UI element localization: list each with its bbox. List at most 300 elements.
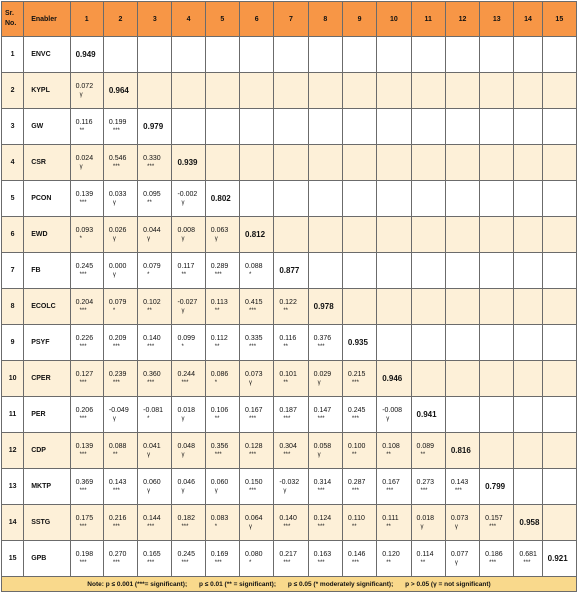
- row-sr-no: 11: [2, 397, 24, 433]
- correlation-cell: [172, 361, 205, 397]
- correlation-value: 0.140: [143, 335, 161, 342]
- diagonal-cell: [342, 325, 376, 361]
- empty-cell: [542, 37, 576, 73]
- correlation-value: 0.114: [416, 551, 434, 558]
- row-enabler-name: ECOLC: [24, 289, 70, 325]
- correlation-cell: [138, 397, 172, 433]
- correlation-value: 0.335: [245, 335, 263, 342]
- row-sr-no: 14: [2, 505, 24, 541]
- correlation-cell: [103, 253, 137, 289]
- significance-marker: γ: [386, 416, 390, 422]
- row-enabler-name: ENVC: [24, 37, 70, 73]
- correlation-cell: [103, 145, 137, 181]
- correlation-value: -0.032: [279, 479, 300, 486]
- empty-cell: [480, 181, 514, 217]
- header-col-10: 10: [377, 2, 411, 37]
- correlation-cell: [240, 433, 274, 469]
- correlation-cell: [172, 289, 205, 325]
- row-sr-no: 5: [2, 181, 24, 217]
- correlation-cell: [205, 361, 239, 397]
- significance-marker: ***: [79, 308, 87, 314]
- correlation-value: 0.157: [485, 515, 503, 522]
- correlation-value: 0.089: [416, 443, 435, 450]
- correlation-value: 0.044: [143, 227, 161, 234]
- significance-marker: ***: [79, 200, 87, 206]
- empty-cell: [240, 37, 274, 73]
- empty-cell: [542, 469, 576, 505]
- table-row: [2, 289, 577, 325]
- correlation-value: 0.304: [279, 443, 297, 450]
- significance-marker: ***: [317, 524, 325, 530]
- significance-marker: γ: [181, 200, 185, 206]
- correlation-value: 0.033: [108, 191, 127, 198]
- empty-cell: [445, 145, 479, 181]
- correlation-cell: [70, 397, 103, 433]
- diagonal-cell: [542, 541, 576, 577]
- significance-marker: ***: [147, 344, 155, 350]
- row-sr-no: 4: [2, 145, 24, 181]
- correlation-value: 0.163: [313, 551, 332, 558]
- empty-cell: [514, 289, 542, 325]
- empty-cell: [308, 37, 342, 73]
- correlation-value: 0.120: [382, 551, 400, 558]
- correlation-cell: [377, 505, 411, 541]
- significance-marker: γ: [317, 380, 321, 386]
- significance-marker: γ: [249, 524, 253, 530]
- table-row: [2, 145, 577, 181]
- row-enabler-name: CPER: [24, 361, 70, 397]
- empty-cell: [542, 505, 576, 541]
- diagonal-cell: [138, 109, 172, 145]
- table-row: [2, 541, 577, 577]
- row-sr-no: 7: [2, 253, 24, 289]
- correlation-cell: [308, 541, 342, 577]
- row-sr-no: 12: [2, 433, 24, 469]
- empty-cell: [480, 397, 514, 433]
- significance-marker: γ: [181, 452, 185, 458]
- correlation-value: 0.024: [75, 155, 94, 162]
- empty-cell: [542, 361, 576, 397]
- correlation-value: 0.058: [313, 443, 332, 450]
- significance-marker: ***: [283, 560, 291, 566]
- table-row: [2, 181, 577, 217]
- correlation-cell: [103, 433, 137, 469]
- correlation-cell: [103, 397, 137, 433]
- empty-cell: [542, 145, 576, 181]
- diagonal-value: 0.877: [279, 266, 300, 275]
- significance-marker: ***: [351, 416, 359, 422]
- correlation-cell: [308, 433, 342, 469]
- correlation-value: 0.117: [177, 263, 195, 270]
- correlation-value: 0.245: [75, 263, 94, 270]
- diagonal-value: 0.939: [177, 158, 198, 167]
- correlation-cell: [172, 505, 205, 541]
- header-col-2: 2: [103, 2, 137, 37]
- correlation-table: [1, 1, 577, 592]
- row-sr-no: 8: [2, 289, 24, 325]
- header-col-6: 6: [240, 2, 274, 37]
- correlation-cell: [70, 181, 103, 217]
- row-enabler-name: CDP: [24, 433, 70, 469]
- correlation-value: 0.139: [75, 191, 94, 198]
- significance-marker: ***: [79, 380, 87, 386]
- row-enabler-name: MKTP: [24, 469, 70, 505]
- correlation-cell: [377, 397, 411, 433]
- correlation-value: 0.113: [210, 299, 228, 306]
- empty-cell: [445, 397, 479, 433]
- correlation-value: 0.101: [279, 371, 297, 378]
- empty-cell: [274, 145, 308, 181]
- significance-marker: γ: [454, 524, 458, 530]
- row-enabler-name: GPB: [24, 541, 70, 577]
- empty-cell: [240, 145, 274, 181]
- header-col-8: 8: [308, 2, 342, 37]
- empty-cell: [377, 181, 411, 217]
- empty-cell: [205, 37, 239, 73]
- significance-marker: γ: [147, 236, 151, 242]
- correlation-cell: [138, 469, 172, 505]
- significance-marker: **: [214, 344, 220, 350]
- empty-cell: [480, 109, 514, 145]
- correlation-cell: [70, 109, 103, 145]
- diagonal-value: 0.964: [108, 86, 129, 95]
- significance-marker: γ: [181, 416, 185, 422]
- empty-cell: [514, 361, 542, 397]
- correlation-cell: [70, 325, 103, 361]
- row-sr-no: 1: [2, 37, 24, 73]
- diagonal-value: 0.812: [245, 230, 266, 239]
- diagonal-value: 0.935: [347, 338, 368, 347]
- empty-cell: [542, 181, 576, 217]
- correlation-value: 0.116: [75, 119, 93, 126]
- correlation-value: 0.083: [210, 515, 229, 522]
- header-sr-line2: No.: [5, 20, 17, 27]
- correlation-value: 0.106: [210, 407, 229, 414]
- correlation-value: 0.124: [313, 515, 332, 522]
- table-row: [2, 397, 577, 433]
- correlation-cell: [342, 433, 376, 469]
- significance-marker: ***: [249, 488, 257, 494]
- correlation-value: -0.008: [382, 407, 403, 414]
- empty-cell: [240, 181, 274, 217]
- correlation-cell: [70, 469, 103, 505]
- significance-marker: ***: [317, 560, 325, 566]
- significance-marker: ***: [386, 488, 394, 494]
- significance-marker: **: [79, 128, 85, 134]
- significance-marker: ***: [283, 524, 291, 530]
- diagonal-cell: [377, 361, 411, 397]
- significance-marker: ***: [454, 488, 462, 494]
- empty-cell: [205, 145, 239, 181]
- significance-marker: **: [420, 560, 426, 566]
- correlation-value: 0.140: [279, 515, 297, 522]
- empty-cell: [480, 289, 514, 325]
- significance-marker: **: [214, 308, 220, 314]
- correlation-cell: [445, 469, 479, 505]
- table-row: [2, 109, 577, 145]
- diagonal-cell: [480, 469, 514, 505]
- header-sr-no: [2, 2, 24, 37]
- correlation-cell: [205, 289, 239, 325]
- correlation-cell: [138, 217, 172, 253]
- correlation-value: 0.029: [313, 371, 332, 378]
- significance-marker: ***: [79, 560, 87, 566]
- correlation-cell: [172, 325, 205, 361]
- correlation-cell: [70, 73, 103, 109]
- correlation-value: 0.143: [450, 479, 469, 486]
- correlation-cell: [240, 541, 274, 577]
- significance-marker: ***: [79, 416, 87, 422]
- empty-cell: [342, 73, 376, 109]
- correlation-cell: [342, 469, 376, 505]
- empty-cell: [514, 73, 542, 109]
- table-row: [2, 37, 577, 73]
- diagonal-cell: [205, 181, 239, 217]
- correlation-cell: [103, 289, 137, 325]
- empty-cell: [514, 433, 542, 469]
- diagonal-cell: [70, 37, 103, 73]
- diagonal-cell: [274, 253, 308, 289]
- correlation-value: 0.080: [245, 551, 263, 558]
- significance-marker: ***: [317, 416, 325, 422]
- significance-marker: *: [79, 236, 82, 242]
- correlation-cell: [205, 541, 239, 577]
- empty-cell: [138, 37, 172, 73]
- correlation-value: 0.376: [313, 335, 332, 342]
- correlation-cell: [308, 397, 342, 433]
- correlation-cell: [308, 325, 342, 361]
- correlation-value: -0.049: [108, 407, 129, 414]
- significance-marker: γ: [112, 416, 116, 422]
- significance-marker: γ: [147, 452, 151, 458]
- correlation-value: 0.102: [143, 299, 161, 306]
- significance-marker: ***: [112, 380, 120, 386]
- correlation-value: 0.546: [108, 155, 127, 162]
- empty-cell: [308, 73, 342, 109]
- correlation-cell: [445, 541, 479, 577]
- correlation-value: 0.186: [485, 551, 503, 558]
- diagonal-cell: [411, 397, 445, 433]
- diagonal-value: 0.816: [450, 446, 471, 455]
- significance-marker: γ: [112, 272, 116, 278]
- significance-marker: ***: [420, 488, 428, 494]
- correlation-value: 0.099: [177, 335, 195, 342]
- diagonal-value: 0.949: [75, 50, 96, 59]
- correlation-cell: [70, 217, 103, 253]
- correlation-cell: [274, 361, 308, 397]
- significance-marker: ***: [249, 344, 257, 350]
- empty-cell: [342, 289, 376, 325]
- correlation-cell: [274, 433, 308, 469]
- row-sr-no: 13: [2, 469, 24, 505]
- significance-marker: ***: [249, 416, 257, 422]
- header-col-15: 15: [542, 2, 576, 37]
- significance-marker: ***: [79, 524, 87, 530]
- correlation-cell: [514, 541, 542, 577]
- correlation-value: 0.287: [347, 479, 366, 486]
- row-enabler-name: PSYF: [24, 325, 70, 361]
- correlation-cell: [172, 181, 205, 217]
- correlation-cell: [274, 289, 308, 325]
- correlation-value: -0.081: [143, 407, 164, 414]
- empty-cell: [308, 253, 342, 289]
- significance-marker: **: [283, 308, 288, 314]
- correlation-value: 0.128: [245, 443, 263, 450]
- significance-marker: **: [283, 344, 288, 350]
- correlation-cell: [70, 289, 103, 325]
- significance-marker: ***: [351, 560, 359, 566]
- correlation-value: 0.048: [177, 443, 195, 450]
- correlation-value: 0.167: [382, 479, 400, 486]
- table-row: [2, 325, 577, 361]
- significance-marker: ***: [112, 128, 120, 134]
- empty-cell: [274, 217, 308, 253]
- empty-cell: [411, 181, 445, 217]
- correlation-cell: [138, 181, 172, 217]
- correlation-value: 0.182: [177, 515, 195, 522]
- correlation-value: 0.079: [108, 299, 127, 306]
- correlation-cell: [274, 505, 308, 541]
- correlation-cell: [205, 469, 239, 505]
- row-sr-no: 9: [2, 325, 24, 361]
- correlation-cell: [138, 505, 172, 541]
- empty-cell: [138, 73, 172, 109]
- correlation-cell: [377, 469, 411, 505]
- correlation-cell: [342, 505, 376, 541]
- correlation-value: 0.026: [108, 227, 127, 234]
- significance-marker: γ: [214, 488, 218, 494]
- significance-marker: **: [181, 272, 187, 278]
- empty-cell: [480, 433, 514, 469]
- row-sr-no: 6: [2, 217, 24, 253]
- correlation-cell: [342, 541, 376, 577]
- significance-marker: γ: [283, 488, 287, 494]
- correlation-cell: [70, 541, 103, 577]
- correlation-value: 0.122: [279, 299, 297, 306]
- row-enabler-name: KYPL: [24, 73, 70, 109]
- correlation-value: 0.217: [279, 551, 297, 558]
- correlation-value: 0.206: [75, 407, 94, 414]
- correlation-cell: [103, 325, 137, 361]
- empty-cell: [377, 325, 411, 361]
- empty-cell: [377, 109, 411, 145]
- correlation-cell: [205, 433, 239, 469]
- empty-cell: [445, 361, 479, 397]
- diagonal-value: 0.799: [485, 482, 506, 491]
- correlation-value: 0.018: [416, 515, 435, 522]
- correlation-cell: [138, 145, 172, 181]
- significance-marker: γ: [181, 236, 185, 242]
- significance-marker: ***: [489, 560, 497, 566]
- note-row: [2, 577, 577, 592]
- correlation-value: 0.088: [245, 263, 263, 270]
- significance-marker: ***: [147, 560, 155, 566]
- row-enabler-name: EWD: [24, 217, 70, 253]
- correlation-cell: [172, 397, 205, 433]
- correlation-value: 0.198: [75, 551, 94, 558]
- correlation-cell: [342, 361, 376, 397]
- correlation-value: 0.146: [347, 551, 366, 558]
- correlation-cell: [445, 505, 479, 541]
- correlation-value: 0.187: [279, 407, 297, 414]
- diagonal-cell: [308, 289, 342, 325]
- diagonal-value: 0.979: [143, 122, 164, 131]
- empty-cell: [480, 325, 514, 361]
- significance-marker: ***: [317, 344, 325, 350]
- correlation-value: 0.215: [347, 371, 366, 378]
- header-col-9: 9: [342, 2, 376, 37]
- correlation-cell: [103, 469, 137, 505]
- significance-marker: *: [147, 416, 150, 422]
- correlation-value: 0.143: [108, 479, 127, 486]
- correlation-value: 0.175: [75, 515, 94, 522]
- header-col-13: 13: [480, 2, 514, 37]
- correlation-cell: [240, 397, 274, 433]
- empty-cell: [445, 181, 479, 217]
- empty-cell: [445, 37, 479, 73]
- correlation-value: 0.167: [245, 407, 263, 414]
- empty-cell: [377, 217, 411, 253]
- correlation-value: 0.356: [210, 443, 229, 450]
- correlation-value: 0.064: [245, 515, 263, 522]
- table-body: [2, 37, 577, 577]
- significance-marker: **: [112, 452, 118, 458]
- correlation-value: 0.095: [143, 191, 161, 198]
- correlation-cell: [138, 325, 172, 361]
- correlation-value: 0.245: [347, 407, 366, 414]
- empty-cell: [308, 145, 342, 181]
- correlation-cell: [411, 541, 445, 577]
- diagonal-value: 0.946: [382, 374, 403, 383]
- significance-marker: γ: [249, 380, 253, 386]
- empty-cell: [445, 289, 479, 325]
- row-enabler-name: FB: [24, 253, 70, 289]
- significance-marker: ***: [112, 164, 120, 170]
- row-enabler-name: SSTG: [24, 505, 70, 541]
- correlation-value: 0.110: [347, 515, 365, 522]
- correlation-cell: [172, 217, 205, 253]
- correlation-value: 0.108: [382, 443, 400, 450]
- significance-marker: *: [214, 524, 218, 530]
- correlation-value: 0.018: [177, 407, 195, 414]
- empty-cell: [480, 37, 514, 73]
- correlation-cell: [411, 505, 445, 541]
- empty-cell: [411, 325, 445, 361]
- correlation-value: 0.127: [75, 371, 94, 378]
- empty-cell: [172, 73, 205, 109]
- empty-cell: [172, 109, 205, 145]
- empty-cell: [514, 145, 542, 181]
- significance-marker: γ: [317, 452, 321, 458]
- correlation-cell: [205, 217, 239, 253]
- correlation-cell: [138, 433, 172, 469]
- note-p001: Note: p ≤ 0.001 (***= significant);: [87, 580, 188, 588]
- significance-marker: **: [147, 308, 152, 314]
- significance-marker: γ: [181, 488, 185, 494]
- significance-marker: ***: [79, 488, 87, 494]
- empty-cell: [274, 37, 308, 73]
- significance-marker: γ: [454, 560, 458, 566]
- empty-cell: [445, 217, 479, 253]
- empty-cell: [542, 253, 576, 289]
- correlation-value: 0.360: [143, 371, 161, 378]
- empty-cell: [445, 73, 479, 109]
- significance-marker: ***: [249, 452, 257, 458]
- empty-cell: [480, 145, 514, 181]
- correlation-value: 0.226: [75, 335, 94, 342]
- significance-marker: **: [386, 452, 391, 458]
- correlation-value: 0.289: [210, 263, 229, 270]
